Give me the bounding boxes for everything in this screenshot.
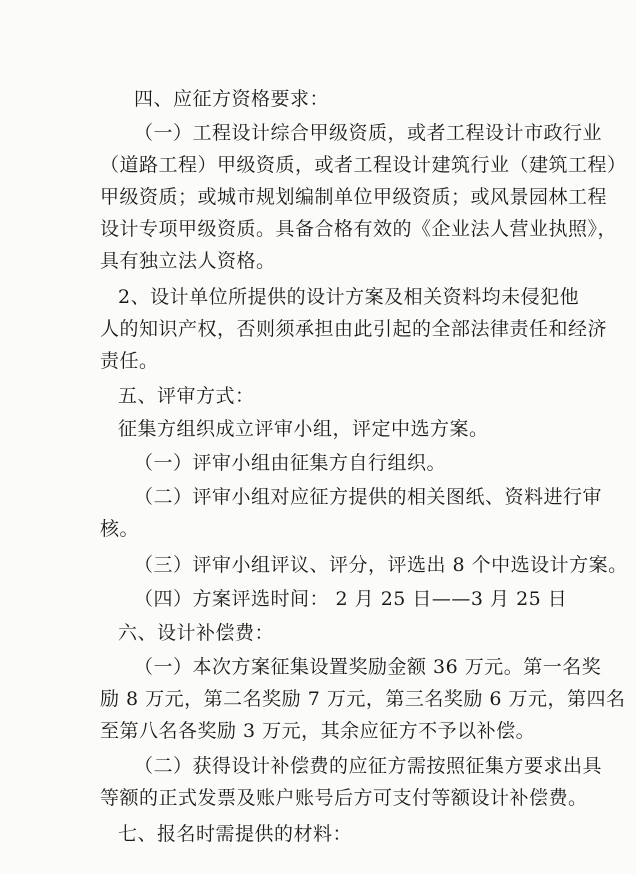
- section-heading-compensation: 六、设计补偿费：: [118, 622, 275, 644]
- paragraph-line: 甲级资质；或城市规划编制单位甲级资质；或风景园林工程: [100, 186, 608, 208]
- paragraph-line: （一）评审小组由征集方自行组织。: [134, 452, 447, 474]
- paragraph-line: 等额的正式发票及账户账号后方可支付等额设计补偿费。: [100, 787, 588, 809]
- section-heading-qualifications: 四、应征方资格要求：: [134, 88, 330, 110]
- paragraph-line: 责任。: [100, 350, 159, 372]
- paragraph-line: （二）获得设计补偿费的应征方需按照征集方要求出具: [134, 755, 603, 777]
- paragraph-line: 具有独立法人资格。: [100, 250, 276, 272]
- paragraph-line: 核。: [100, 518, 140, 540]
- paragraph-line: 2、设计单位所提供的设计方案及相关资料均未侵犯他: [118, 286, 580, 308]
- paragraph-line: 设计专项甲级资质。具备合格有效的《企业法人营业执照》，: [100, 218, 618, 240]
- paragraph-line: （二）评审小组对应征方提供的相关图纸、资料进行审: [134, 486, 603, 508]
- paragraph-line: （一）工程设计综合甲级资质，或者工程设计市政行业: [134, 122, 603, 144]
- paragraph-line: （一）本次方案征集设置奖励金额 36 万元。第一名奖: [134, 656, 602, 678]
- paragraph-line: （三）评审小组评议、评分，评选出 8 个中选设计方案。: [134, 554, 628, 576]
- paragraph-line: （道路工程）甲级资质，或者工程设计建筑行业（建筑工程）: [100, 154, 627, 176]
- paragraph-line: （四）方案评选时间： 2 月 25 日——3 月 25 日: [134, 588, 568, 610]
- paragraph-line: 人的知识产权，否则须承担由此引起的全部法律责任和经济: [100, 318, 608, 340]
- paragraph-line: 征集方组织成立评审小组，评定中选方案。: [118, 418, 489, 440]
- section-heading-registration: 七、报名时需提供的材料：: [118, 823, 353, 845]
- paragraph-line: 至第八名各奖励 3 万元，其余应征方不予以补偿。: [100, 720, 536, 742]
- paragraph-line: 励 8 万元，第二名奖励 7 万元，第三名奖励 6 万元，第四名: [100, 688, 626, 710]
- section-heading-review: 五、评审方式：: [118, 385, 255, 407]
